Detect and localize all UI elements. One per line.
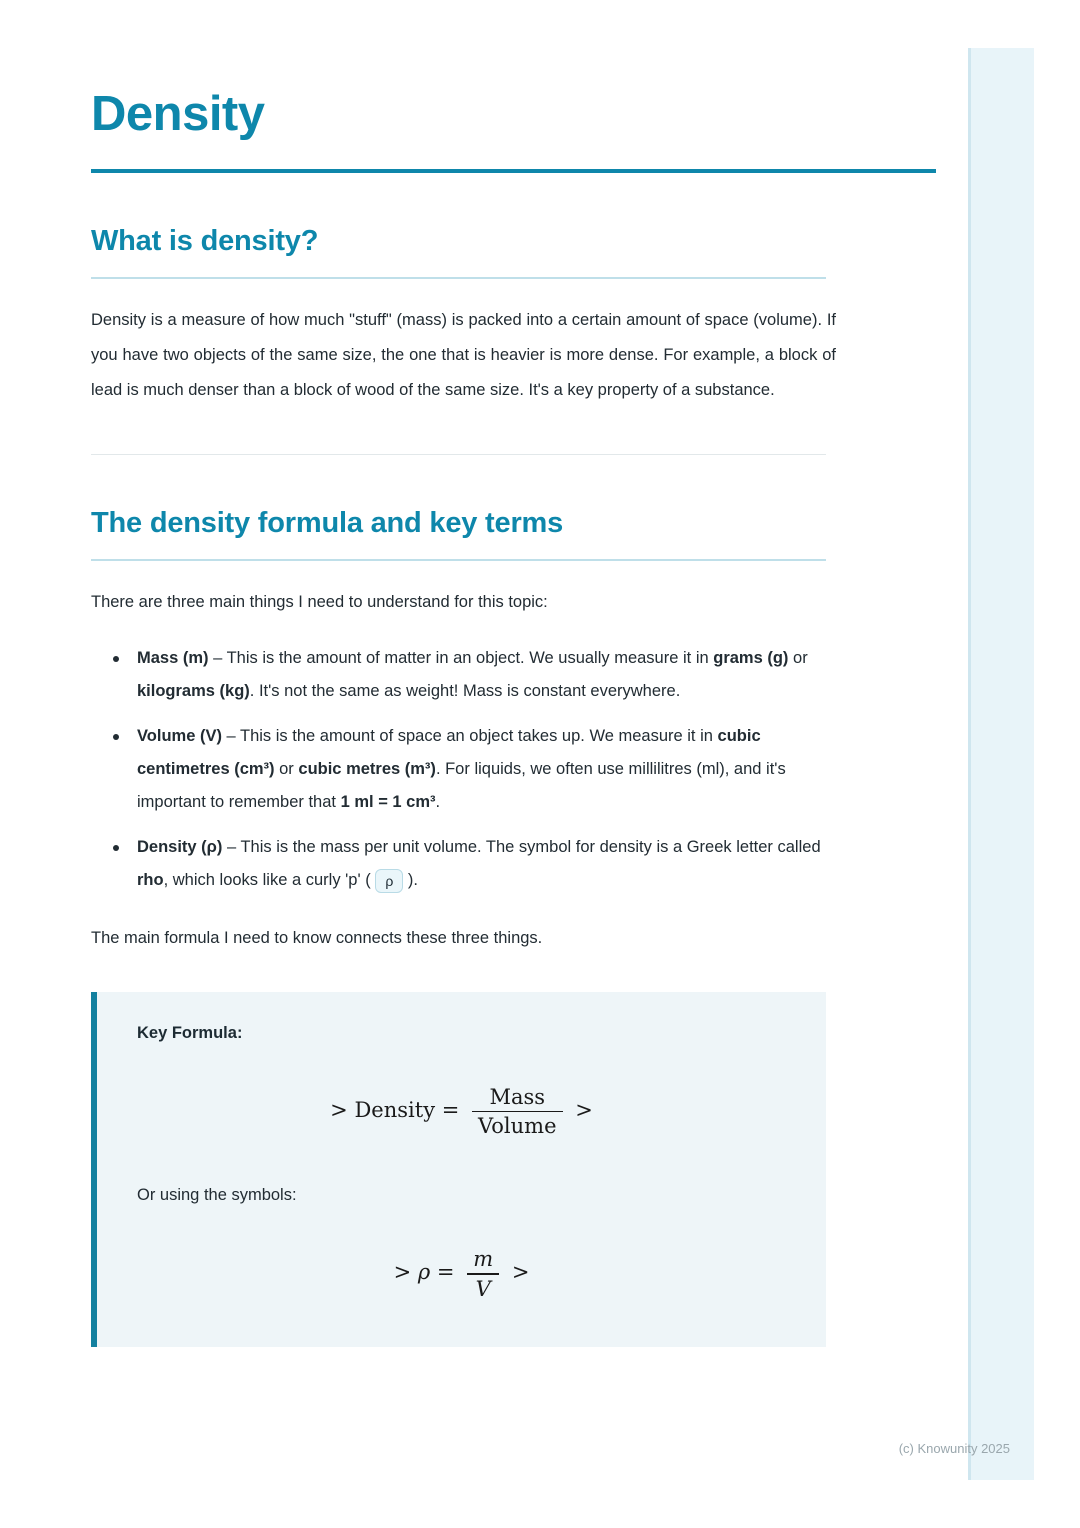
formula-subtitle: Or using the symbols: bbox=[137, 1186, 297, 1205]
footer-credit: (c) Knowunity 2025 bbox=[898, 1441, 1010, 1456]
term-text: ). bbox=[407, 870, 418, 889]
right-decorative-band bbox=[971, 48, 1034, 1480]
formula-numerator: Mass bbox=[489, 1084, 546, 1109]
formula-denominator: Volume bbox=[478, 1114, 557, 1139]
term-text: This is the amount of space an object takes up. We measure it in bbox=[240, 726, 718, 745]
page-title: Density bbox=[91, 87, 265, 141]
key-formula-box bbox=[91, 992, 826, 1347]
list-item bbox=[113, 720, 836, 819]
title-underline bbox=[91, 169, 936, 173]
section-divider bbox=[91, 454, 826, 455]
section-closing: The main formula I need to know connects these three things. bbox=[91, 928, 543, 947]
term-bold: cubic metres (m³) bbox=[298, 759, 436, 778]
list-item bbox=[113, 831, 836, 897]
term-label: Mass (m) bbox=[137, 648, 209, 667]
rho-symbol-chip: ρ bbox=[375, 869, 403, 893]
formula-right-marker: > bbox=[511, 1260, 530, 1285]
section-underline bbox=[91, 277, 826, 279]
term-text: . For liquids, we often use millilitres (ml), and it's important to remember that bbox=[137, 759, 786, 811]
term-text: This is the mass per unit volume. The symbol for density is a Greek letter called bbox=[240, 837, 821, 856]
formula-equation-words bbox=[137, 1085, 786, 1138]
formula-denominator: V bbox=[475, 1276, 491, 1301]
term-text: , which looks like a curly 'p' ( bbox=[163, 870, 371, 889]
section-intro: There are three main things I need to understand for this topic: bbox=[91, 592, 548, 611]
formula-equation-symbols bbox=[137, 1247, 786, 1300]
formula-right-marker: > bbox=[575, 1098, 593, 1123]
term-dash: – bbox=[222, 837, 241, 856]
term-text: or bbox=[788, 648, 808, 667]
formula-equals: = bbox=[436, 1260, 455, 1285]
key-formula-title: Key Formula: bbox=[137, 1023, 243, 1042]
formula-lhs: ρ bbox=[417, 1260, 431, 1285]
term-dash: – bbox=[221, 726, 240, 745]
term-dash: – bbox=[208, 648, 227, 667]
section-density-formula bbox=[91, 507, 836, 956]
formula-left-marker: > bbox=[393, 1260, 412, 1285]
section-underline bbox=[91, 559, 826, 561]
term-text: . It's not the same as weight! Mass is constant everywhere. bbox=[249, 681, 681, 700]
formula-left-marker: > bbox=[330, 1098, 348, 1123]
formula-fraction bbox=[467, 1247, 499, 1300]
formula-fraction bbox=[472, 1085, 562, 1138]
term-label: Volume (V) bbox=[137, 726, 222, 745]
right-band-divider bbox=[968, 48, 971, 1480]
section-paragraph: Density is a measure of how much "stuff" (mass) is packed into a certain amount of space (volume). If you have two objects of the same size, the one that is heavier is more dense. For example, a block of lead is much denser than a block of wood of the same size. It's a key property of a substance. bbox=[91, 310, 836, 399]
term-text: This is the amount of matter in an object. We usually measure it in bbox=[226, 648, 714, 667]
term-bold: kilograms (kg) bbox=[137, 681, 250, 700]
section-what-is-density bbox=[91, 225, 836, 455]
formula-equals: = bbox=[441, 1098, 460, 1123]
list-item bbox=[113, 642, 836, 708]
term-label: Density (ρ) bbox=[137, 837, 223, 856]
term-bold: grams (g) bbox=[713, 648, 789, 667]
formula-numerator: m bbox=[473, 1247, 494, 1272]
key-terms-list bbox=[91, 642, 836, 897]
term-text: . bbox=[435, 792, 441, 811]
section-heading: The density formula and key terms bbox=[91, 506, 564, 539]
formula-lhs: Density bbox=[354, 1098, 436, 1123]
section-heading: What is density? bbox=[91, 224, 319, 257]
term-bold: rho bbox=[137, 870, 164, 889]
term-bold: cubic centimetres (cm³) bbox=[137, 726, 761, 778]
term-bold: 1 ml = 1 cm³ bbox=[340, 792, 436, 811]
document-content bbox=[91, 88, 836, 1347]
term-text: or bbox=[274, 759, 299, 778]
